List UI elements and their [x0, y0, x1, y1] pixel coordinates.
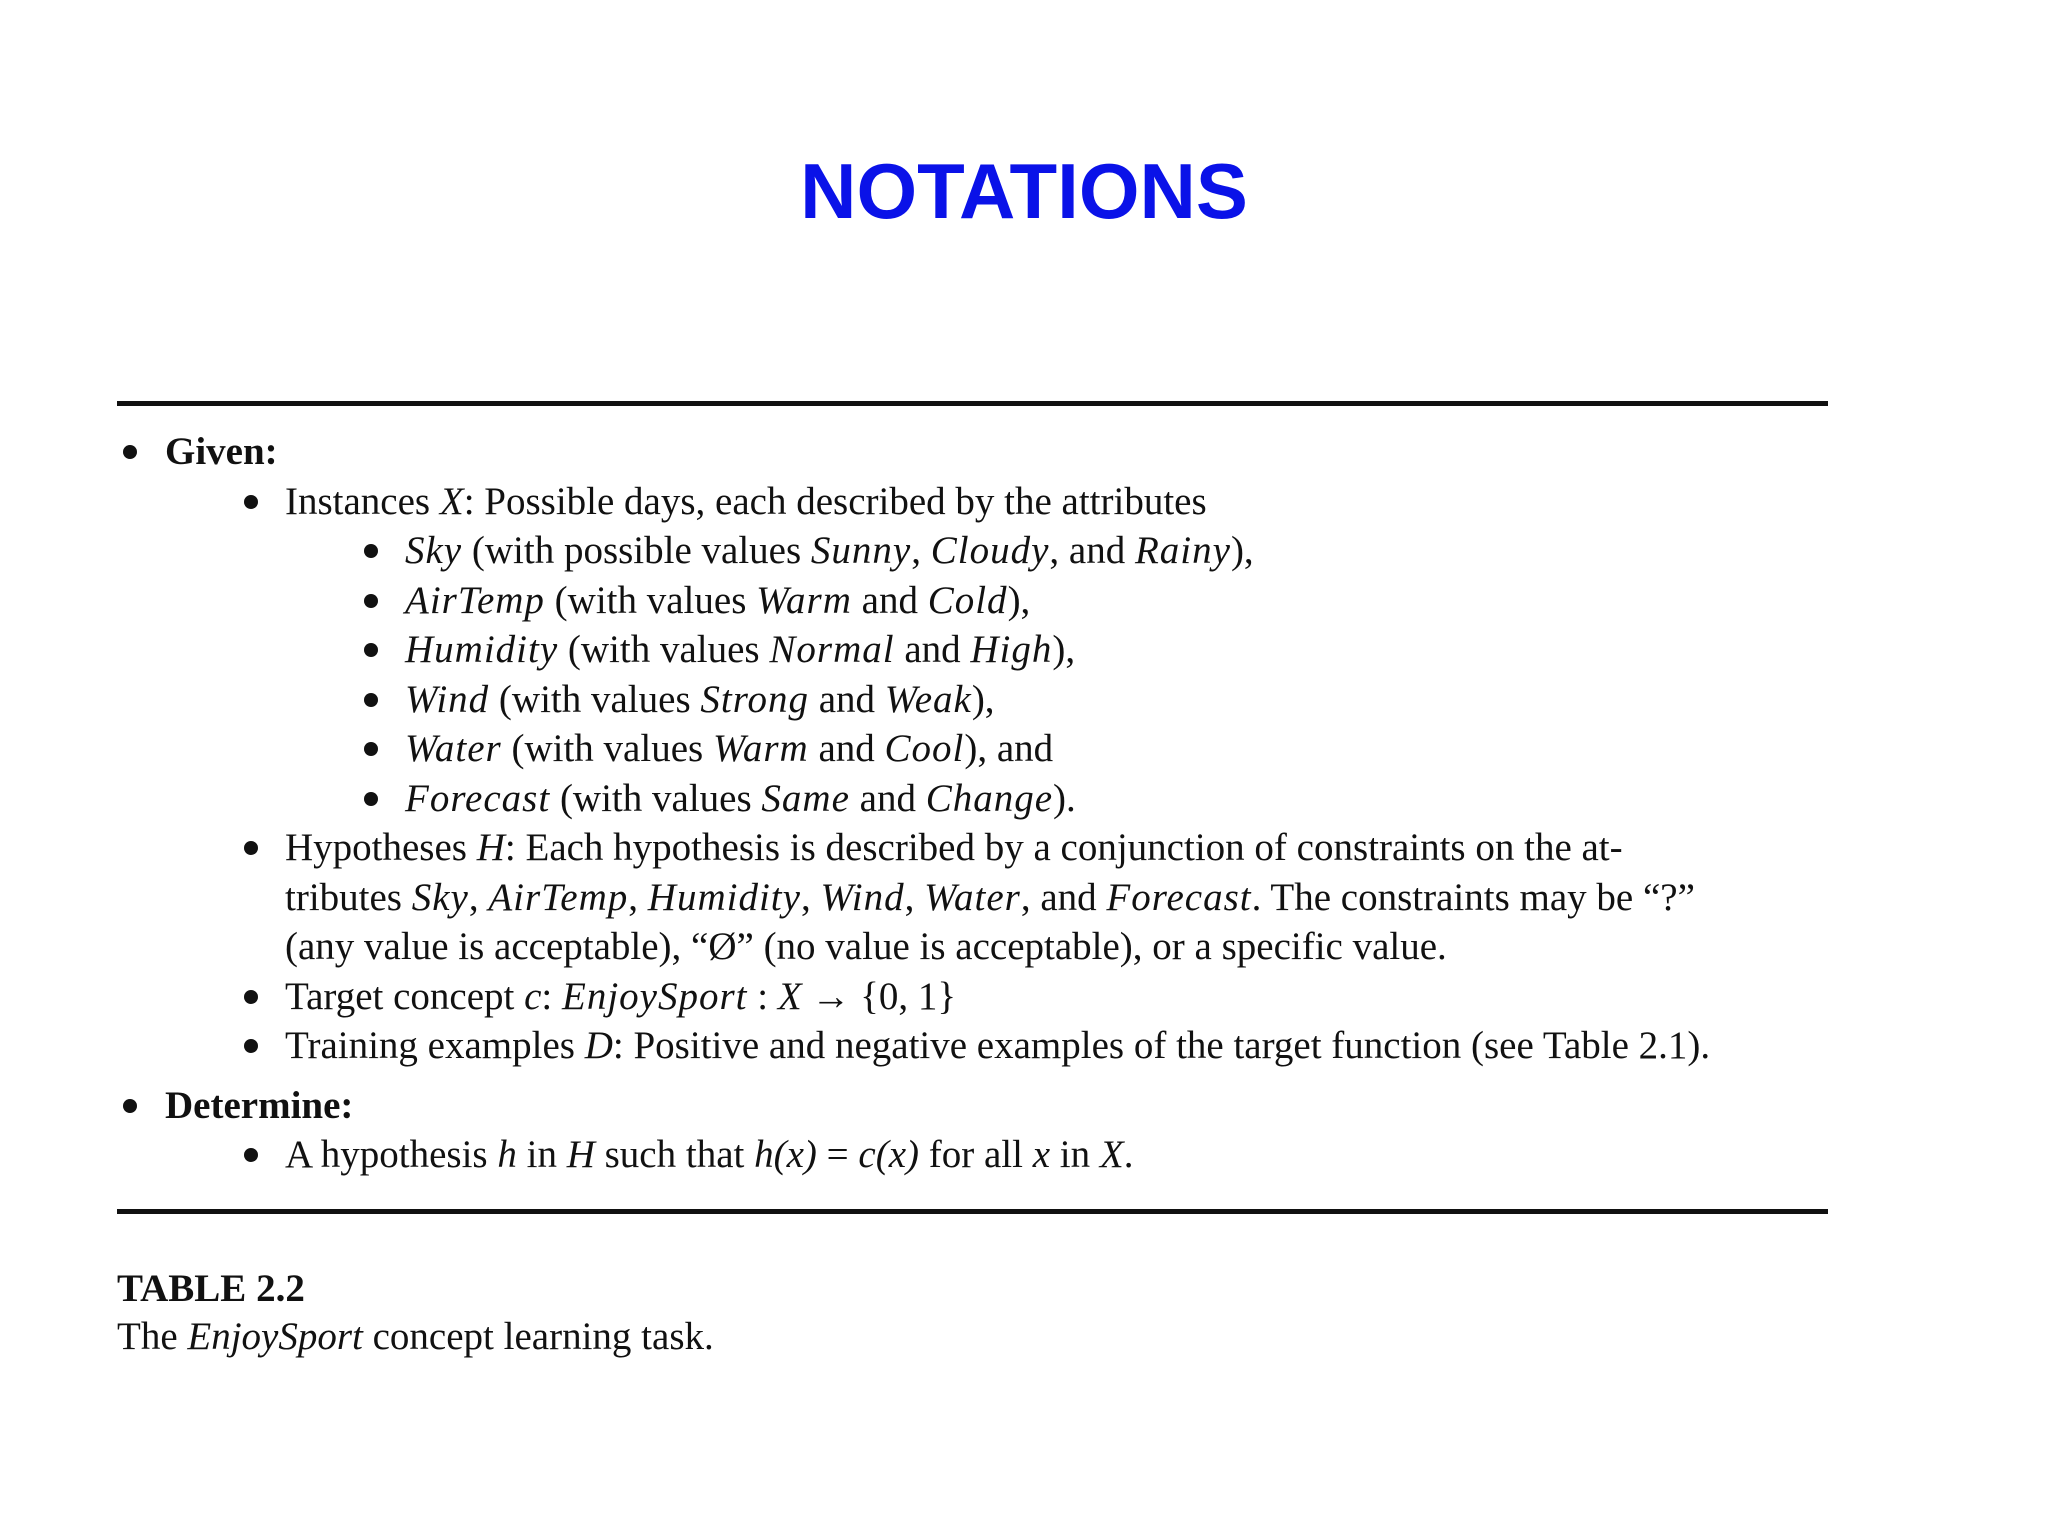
bullet-icon	[364, 594, 378, 608]
attribute-forecast: Forecast (with values Same and Change).	[117, 774, 1828, 824]
attribute-sky: Sky (with possible values Sunny, Cloudy, and Rainy),	[117, 526, 1828, 576]
bullet-icon	[244, 1039, 258, 1053]
determine-item: A hypothesis h in H such that h(x) = c(x) for all x in X.	[117, 1130, 1828, 1180]
bullet-icon	[244, 1148, 258, 1162]
instances-item: Instances X: Possible days, each described by the attributes	[117, 477, 1828, 527]
task-definition	[117, 427, 1828, 1180]
attribute-wind: Wind (with values Strong and Weak),	[117, 675, 1828, 725]
bottom-rule	[117, 1209, 1828, 1214]
bullet-icon	[364, 643, 378, 657]
determine-heading: Determine:	[117, 1081, 1828, 1131]
hypotheses-item-line3: (any value is acceptable), “Ø” (no value is acceptable), or a specific value.	[285, 925, 1447, 968]
attribute-water: Water (with values Warm and Cool), and	[117, 724, 1828, 774]
attribute-humidity: Humidity (with values Normal and High),	[117, 625, 1828, 675]
bullet-icon	[244, 495, 258, 509]
caption-label: TABLE 2.2	[117, 1267, 305, 1310]
bullet-icon	[244, 990, 258, 1004]
slide-title: NOTATIONS	[800, 147, 1248, 235]
bullet-icon	[364, 544, 378, 558]
hypotheses-item: Hypotheses H: Each hypothesis is described by a conjunction of constraints on the at-	[117, 823, 1828, 873]
top-rule	[117, 401, 1828, 406]
caption-text: The EnjoySport concept learning task.	[117, 1315, 714, 1358]
training-examples-item: Training examples D: Positive and negative examples of the target function (see Table 2.1).	[117, 1021, 1828, 1071]
bullet-icon	[244, 841, 258, 855]
bullet-icon	[123, 445, 137, 459]
bullet-icon	[364, 693, 378, 707]
table-caption	[117, 1265, 714, 1361]
bullet-icon	[364, 742, 378, 756]
attribute-airtemp: AirTemp (with values Warm and Cold),	[117, 576, 1828, 626]
given-heading: Given:	[117, 427, 1828, 477]
bullet-icon	[123, 1099, 137, 1113]
target-concept-item: Target concept c: EnjoySport : X → {0, 1}	[117, 972, 1828, 1022]
hypotheses-item-line2: tributes Sky, AirTemp, Humidity, Wind, Water, and Forecast. The constraints may be “?”	[285, 875, 1695, 919]
bullet-icon	[364, 792, 378, 806]
